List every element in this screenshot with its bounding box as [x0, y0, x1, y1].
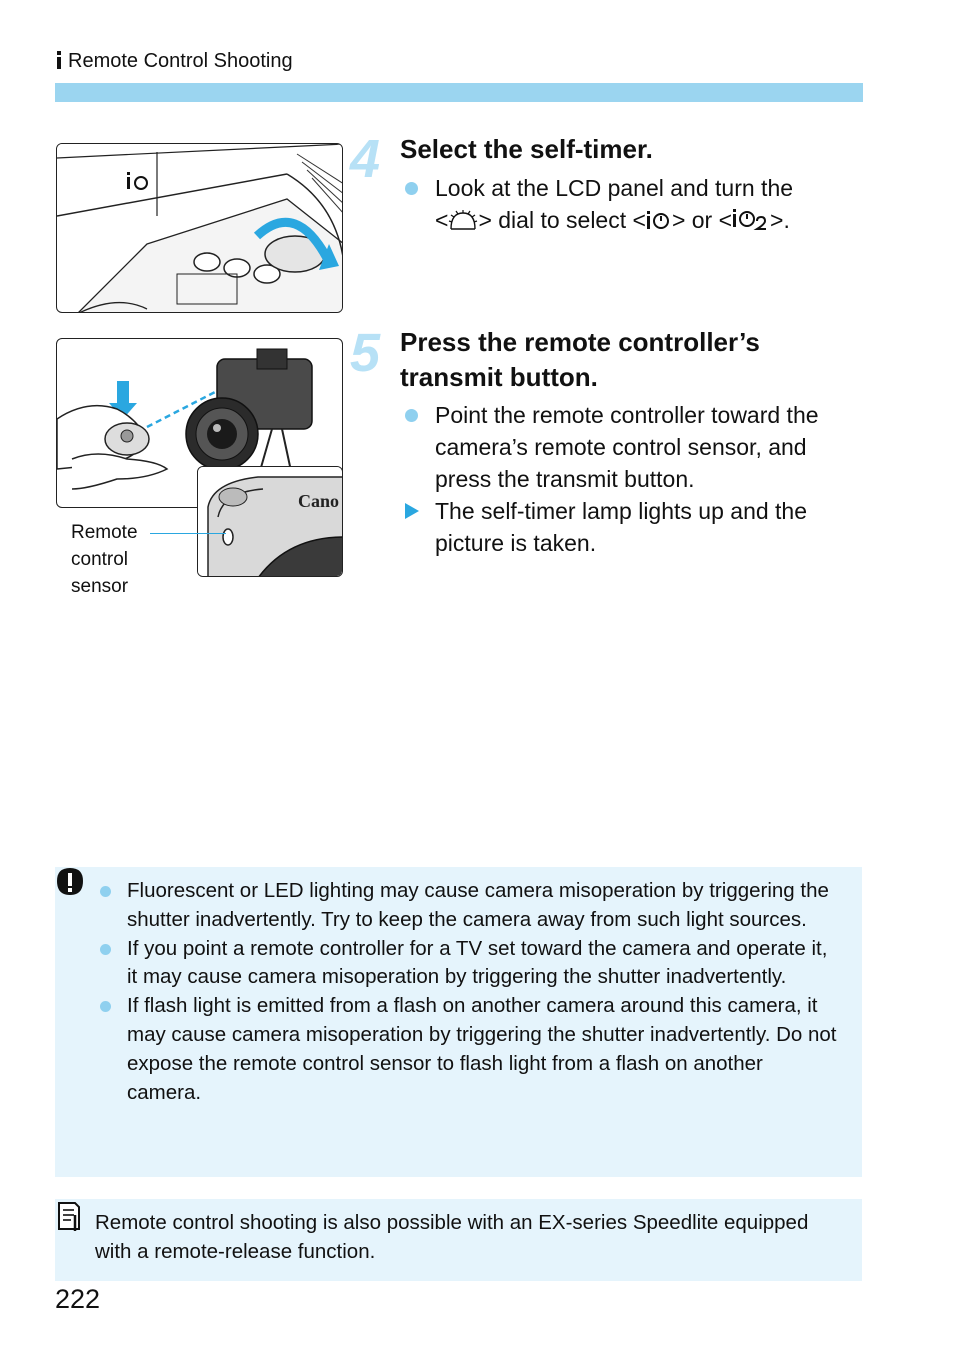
- bullet-text-1: Look at the LCD panel and turn the: [435, 175, 794, 201]
- bullet-dot-icon: [405, 409, 418, 422]
- bullet-dot-icon: [405, 182, 418, 195]
- list-item: [405, 495, 865, 559]
- remote-self-timer-icon: [646, 209, 672, 231]
- bullet-dot-icon: [100, 886, 111, 897]
- list-item: [97, 992, 842, 1107]
- list-item: [405, 172, 875, 236]
- main-dial-icon: [448, 209, 478, 231]
- result-arrow-icon: [405, 503, 419, 519]
- bullet-text-3: > dial to select <: [478, 207, 646, 233]
- bullet-text-4: > or <: [671, 207, 733, 233]
- caution-box: [55, 867, 862, 1177]
- remote-sensor-callout: [71, 519, 138, 600]
- bullet-text-2: <: [435, 207, 449, 233]
- step-title-line-1: Press the remote controller’s: [400, 327, 760, 357]
- step-bullets: [405, 399, 865, 559]
- note-text: Remote control shooting is also possible with an EX-series Speedlite equipped with a remote-release function.: [95, 1211, 809, 1263]
- section-header: [56, 50, 293, 73]
- remote-control-icon: [56, 50, 62, 70]
- step-bullets: [405, 172, 875, 236]
- callout-line-2: control: [71, 549, 129, 570]
- step-number: 5: [350, 323, 381, 383]
- step-number: 4: [350, 129, 381, 189]
- callout-line-1: Remote: [71, 522, 138, 543]
- remote-self-timer-2sec-icon: [732, 207, 770, 231]
- remote-sensor-closeup: [197, 466, 343, 577]
- bullet-dot-icon: [100, 1001, 111, 1012]
- section-title: Remote Control Shooting: [68, 50, 293, 72]
- svg-text:Cano: Cano: [298, 491, 340, 511]
- memo-icon: [57, 1201, 81, 1231]
- caution-text: Fluorescent or LED lighting may cause camera misoperation by triggering the shutter inadvertently. Try to keep the camera away from such light sources.: [127, 879, 829, 931]
- step-title-line-2: transmit button.: [400, 362, 598, 392]
- page-number: 222: [55, 1284, 101, 1314]
- camera-dial-illustration: [56, 143, 343, 313]
- caution-list: [97, 877, 842, 1107]
- list-item: [97, 877, 842, 935]
- step-title: [400, 325, 840, 395]
- caution-text: If you point a remote controller for a TV set toward the camera and operate it, it may cause camera misoperation by triggering the shutter inadvertently.: [127, 936, 828, 989]
- header-rule: [55, 83, 863, 102]
- step-title: Select the self-timer.: [400, 134, 653, 164]
- callout-leader-line: [150, 533, 226, 534]
- caution-icon: [55, 867, 85, 897]
- list-item: [405, 399, 865, 495]
- bullet-text-5: >.: [770, 207, 790, 233]
- callout-line-3: sensor: [71, 576, 129, 597]
- list-item: [97, 935, 842, 993]
- note-box: [55, 1199, 862, 1281]
- bullet-text: Point the remote controller toward the camera’s remote control sensor, and press the transmit button.: [435, 402, 819, 492]
- bullet-dot-icon: [100, 944, 111, 955]
- caution-text: If flash light is emitted from a flash on another camera around this camera, it may cause camera misoperation by triggering the shutter inadvertently. Do not expose the remote control sensor to flash light from a flash on another camera.: [127, 994, 837, 1104]
- bullet-text: The self-timer lamp lights up and the picture is taken.: [435, 498, 808, 556]
